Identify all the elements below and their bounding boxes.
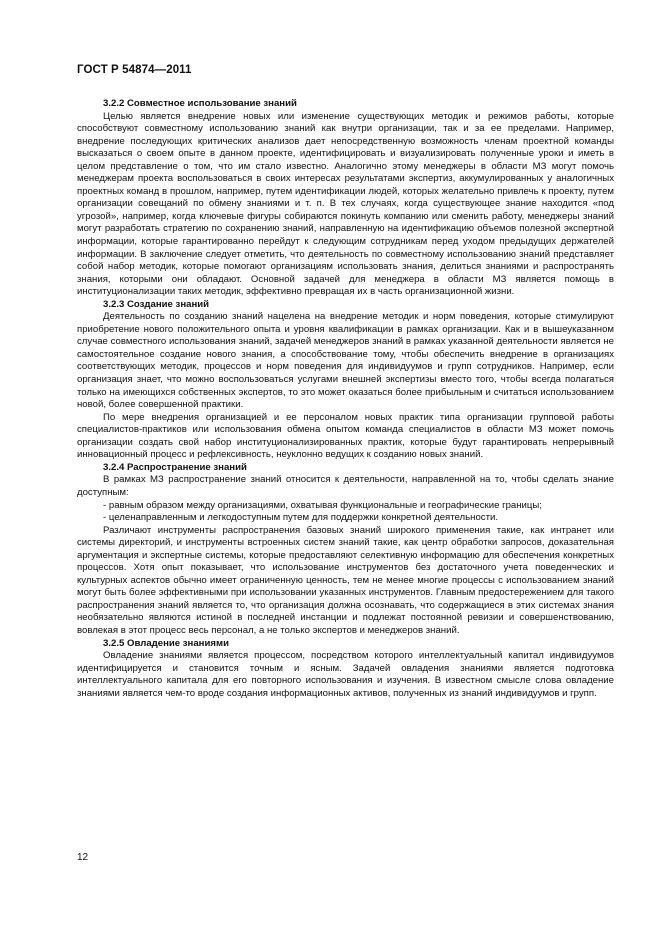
section-title: 3.2.2 Совместное использование знаний xyxy=(103,98,297,109)
section-title: 3.2.4 Распространение знаний xyxy=(103,461,247,473)
list-item: - равным образом между организациями, охватывая функциональные и географические границы; xyxy=(103,499,542,511)
document-body xyxy=(77,98,614,700)
list-item: - целенаправленным и легкодоступным путем для поддержки конкретной деятельности. xyxy=(103,512,499,524)
section-3-2-4 xyxy=(77,462,614,638)
paragraph: Целью является внедрение новых или изменение существующих методик и режимов работы, которые способствуют совместному использованию знаний как внутри организации, так и за ее пределами. Например, внедрение последующих критических анализов дает непосредственную возможность членам проектной команды высказаться о своем опыте в данном проекте, идентифицировать и визуализировать полученные уроки и иметь в целом представление о том, что им стало известно. Аналогично этому менеджеры в области МЗ могут помочь менеджерам проекта воспользоваться в своих интересах результатами экспертиз, аккумулированных у аналогичных проектных команд в прошлом, например, путем идентификации людей, которых желательно привлечь к проекту, путем организации совещаний по обмену знаниями и т. п. В тех случаях, когда существующее знание находится «под угрозой», например, когда ключевые фигуры собираются покинуть компанию или сменить работу, менеджеры знаний могут разработать стратегию по сохранению знаний, направленную на идентификацию объемов полезной экспертной информации, которые гарантированно перейдут к следующим сотрудникам перед уходом предыдущих держателей информации. В заключение следует отметить, что деятельность по совместному использованию знаний представляет собой набор методик, которые помогают организациям использовать знания, делиться знаниями и распространять знания, которыми они обладают. Основной задачей для менеджера в области МЗ является помощь в институционализации таких методик, эффективно превращая их в часть организационной жизни. xyxy=(77,110,614,298)
page-number: 12 xyxy=(77,852,89,863)
paragraph: По мере внедрения организацией и ее персоналом новых практик типа организации групповой работы специалистов-практиков или использования обмена опытом команда специалистов в области МЗ может помочь организации создать свой набор институционализированных практик, которые будут гарантировать непрерывный инновационный процесс и рефлексивность, неуклонно ведущих к созданию новых знаний. xyxy=(77,411,614,461)
section-3-2-5 xyxy=(77,638,614,701)
section-3-2-2 xyxy=(77,98,614,299)
paragraph: В рамках МЗ распространение знаний относится к деятельности, направленной на то, чтобы сделать знание доступным: xyxy=(77,474,614,498)
paragraph: Различают инструменты распространения базовых знаний широкого применения такие, как интранет или системы директорий, и инструменты встроенных систем знаний такие, как центр обработки запросов, доказательная аргументация и экспертные системы, которые предоставляют селективную информацию для обеспечения конкретных процессов. Хотя опыт показывает, что использование инструментов без достаточного учета поведенческих и культурных аспектов обычно имеет ограниченную ценность, тем не менее многие процессы с использованием знаний могут быть более эффективными при использовании указанных инструментов. Главным предостережением для такого распространения знаний является то, что организация должна осознавать, что содержащиеся в этих системах знания необязательно являются истиной в последней инстанции и подлежат постоянной ревизии и совершенствованию, вовлекая в этот процесс весь персонал, а не только экспертов и менеджеров знаний. xyxy=(77,524,614,636)
paragraph: Овладение знаниями является процессом, посредством которого интеллектуальный капитал индивидуумов идентифицируется и становится точным и ясным. Задачей овладения знаниями является подготовка интеллектуального капитала для его повторного использования и изучения. В известном смысле слова овладение знаниями является чем-то вроде создания информационных активов, полученных из знаний индивидуумов и групп. xyxy=(77,650,614,699)
section-title: 3.2.3 Создание знаний xyxy=(103,298,210,310)
page-header: ГОСТ Р 54874—2011 xyxy=(77,64,192,76)
section-3-2-3 xyxy=(77,299,614,462)
section-title: 3.2.5 Овладение знаниями xyxy=(103,637,229,649)
paragraph: Деятельность по созданию знаний нацелена на внедрение методик и норм поведения, которые стимулируют приобретение нового положительного опыта и уровня квалификации в рамках организации. Как и в вышеуказанном случае совместного использования знаний, задачей менеджеров знаний в рамках указанной деятельности является не самостоятельное создание нового знания, а способствование тому, чтобы обеспечить внедрение в организациях соответствующих методик, процессов и норм поведения для индивидуумов и групп сотрудников. Например, если организация знает, что можно воспользоваться услугами внешней экспертизы вместо того, чтобы всегда полагаться только на имеющихся собственных экспертов, то это может оказаться более прибыльным и считаться использованием новой, более совершенной практики. xyxy=(77,311,614,411)
